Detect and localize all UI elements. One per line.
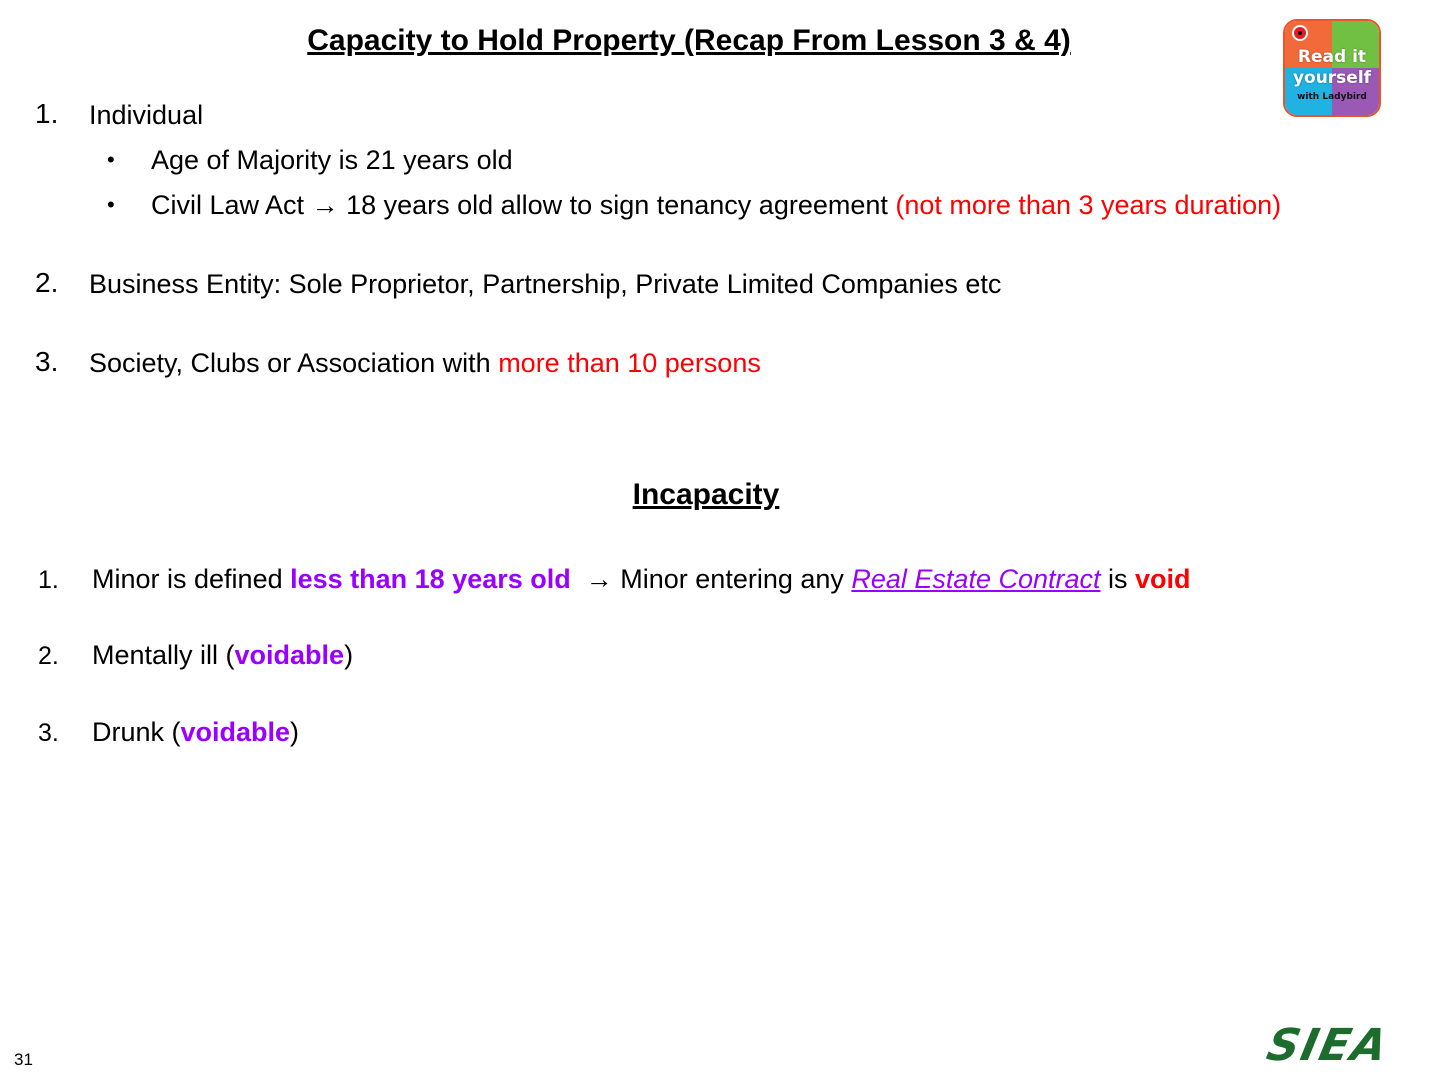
capacity-item-business-entity: Business Entity: Sole Proprietor, Partnership, Private Limited Companies etc [89,269,1002,299]
sub-bullet-age-of-majority: Age of Majority is 21 years old [151,145,513,175]
capacity-item-individual: Individual [89,100,204,130]
arrow-right-icon: → [585,564,613,594]
slide-number: 31 [14,1050,33,1069]
tenancy-text: 18 years old allow to sign tenancy agreement [338,190,896,220]
bullet-icon: • [107,147,115,172]
incapacity-item-minor [92,564,1191,595]
mentally-ill-text: Mentally ill ( [92,640,235,670]
slide-title: Capacity to Hold Property (Recap From Lesson 3 & 4) [307,24,1071,57]
society-text: Society, Clubs or Association with [89,348,499,378]
minor-text: Minor is defined [92,564,291,594]
minor-age: less than 18 years old [290,564,571,594]
real-estate-contract-link[interactable]: Real Estate Contract [851,564,1101,594]
sub-bullet-civil-law-act [151,190,1281,221]
minor-contract-text: Minor entering any [612,564,852,594]
incapacity-item-mentally-ill [92,640,353,671]
incapacity-number-3: 3. [38,719,59,747]
void-label: void [1135,564,1191,594]
persons-threshold: more than 10 persons [498,348,761,378]
logo-text-line2: yourself [1292,68,1372,88]
siea-logo: SIEA [1262,1020,1394,1071]
capacity-item-society [89,348,761,379]
capacity-number-2: 2. [35,267,59,298]
capacity-number-1: 1. [35,98,59,129]
incapacity-item-drunk [92,717,299,748]
voidable-label: voidable [180,717,291,747]
ladybird-logo [1283,19,1381,117]
drunk-text: Drunk ( [92,717,181,747]
ladybug-icon [1292,25,1308,41]
logo-text-line1: Read it [1297,47,1367,67]
incapacity-number-2: 2. [38,642,59,670]
logo-text-line3: with Ladybird [1297,92,1367,102]
is-text: is [1100,564,1136,594]
duration-note: (not more than 3 years duration) [895,190,1282,220]
close-paren: ) [344,640,354,670]
arrow-right-icon: → [311,190,339,220]
incapacity-number-1: 1. [38,566,59,594]
voidable-label: voidable [234,640,345,670]
civil-law-text: Civil Law Act [151,190,312,220]
close-paren: ) [290,717,300,747]
bullet-icon: • [107,192,115,217]
capacity-number-3: 3. [35,346,59,377]
incapacity-heading: Incapacity [632,478,780,511]
